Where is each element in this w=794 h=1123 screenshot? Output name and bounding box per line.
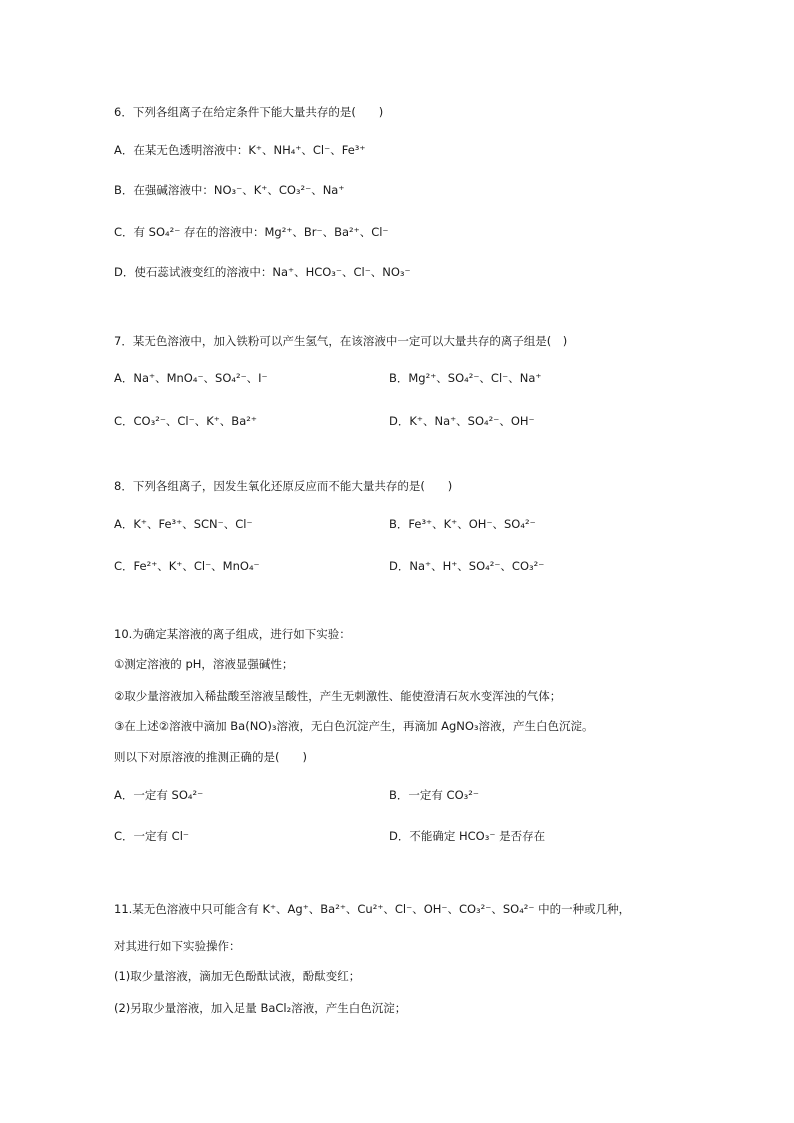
q6-option-c: C．有 SO₄²⁻ 存在的溶液中：Mg²⁺、Br⁻、Ba²⁺、Cl⁻	[114, 225, 389, 239]
q10-step-3: ③在上述②溶液中滴加 Ba(NO)₃溶液，无白色沉淀产生，再滴加 AgNO₃溶液，产生白色沉淀。	[114, 719, 594, 733]
q10-question: 则以下对原溶液的推测正确的是( )	[114, 750, 307, 764]
q8-option-d: D．Na⁺、H⁺、SO₄²⁻、CO₃²⁻	[389, 559, 545, 573]
q11-intro: 对其进行如下实验操作：	[114, 939, 241, 953]
q7-option-c: C．CO₃²⁻、Cl⁻、K⁺、Ba²⁺	[114, 414, 257, 428]
q10-step-2: ②取少量溶液加入稀盐酸至溶液呈酸性，产生无刺激性、能使澄清石灰水变浑浊的气体；	[114, 689, 562, 703]
q11-step-1: (1)取少量溶液，滴加无色酚酞试液，酚酞变红；	[114, 969, 361, 983]
q10-option-a: A．一定有 SO₄²⁻	[114, 788, 204, 802]
q10-option-c: C．一定有 Cl⁻	[114, 829, 189, 843]
q10-option-d: D．不能确定 HCO₃⁻ 是否存在	[389, 829, 546, 843]
q8-option-a: A．K⁺、Fe³⁺、SCN⁻、Cl⁻	[114, 517, 253, 531]
q11-stem: 11.某无色溶液中只可能含有 K⁺、Ag⁺、Ba²⁺、Cu²⁺、Cl⁻、OH⁻、CO₃²⁻、SO₄²⁻ 中的一种或几种，	[114, 902, 631, 916]
q6-option-d: D．使石蕊试液变红的溶液中：Na⁺、HCO₃⁻、Cl⁻、NO₃⁻	[114, 265, 411, 279]
q8-stem: 8．下列各组离子，因发生氧化还原反应而不能大量共存的是( )	[114, 479, 453, 493]
q11-step-2: (2)另取少量溶液，加入足量 BaCl₂溶液，产生白色沉淀；	[114, 1001, 407, 1015]
q7-option-d: D．K⁺、Na⁺、SO₄²⁻、OH⁻	[389, 414, 535, 428]
q7-option-b: B．Mg²⁺、SO₄²⁻、Cl⁻、Na⁺	[389, 371, 542, 385]
q8-option-c: C．Fe²⁺、K⁺、Cl⁻、MnO₄⁻	[114, 559, 260, 573]
q6-option-a: A．在某无色透明溶液中：K⁺、NH₄⁺、Cl⁻、Fe³⁺	[114, 143, 366, 157]
q10-step-1: ①测定溶液的 pH，溶液显强碱性；	[114, 657, 294, 671]
q8-option-b: B．Fe³⁺、K⁺、OH⁻、SO₄²⁻	[389, 517, 536, 531]
q7-stem: 7．某无色溶液中，加入铁粉可以产生氢气，在该溶液中一定可以大量共存的离子组是( )	[114, 334, 568, 348]
q7-option-a: A．Na⁺、MnO₄⁻、SO₄²⁻、I⁻	[114, 371, 268, 385]
q6-option-b: B．在强碱溶液中：NO₃⁻、K⁺、CO₃²⁻、Na⁺	[114, 183, 345, 197]
q6-stem: 6．下列各组离子在给定条件下能大量共存的是( )	[114, 105, 384, 119]
q10-stem: 10.为确定某溶液的离子组成，进行如下实验：	[114, 627, 351, 641]
q10-option-b: B．一定有 CO₃²⁻	[389, 788, 479, 802]
